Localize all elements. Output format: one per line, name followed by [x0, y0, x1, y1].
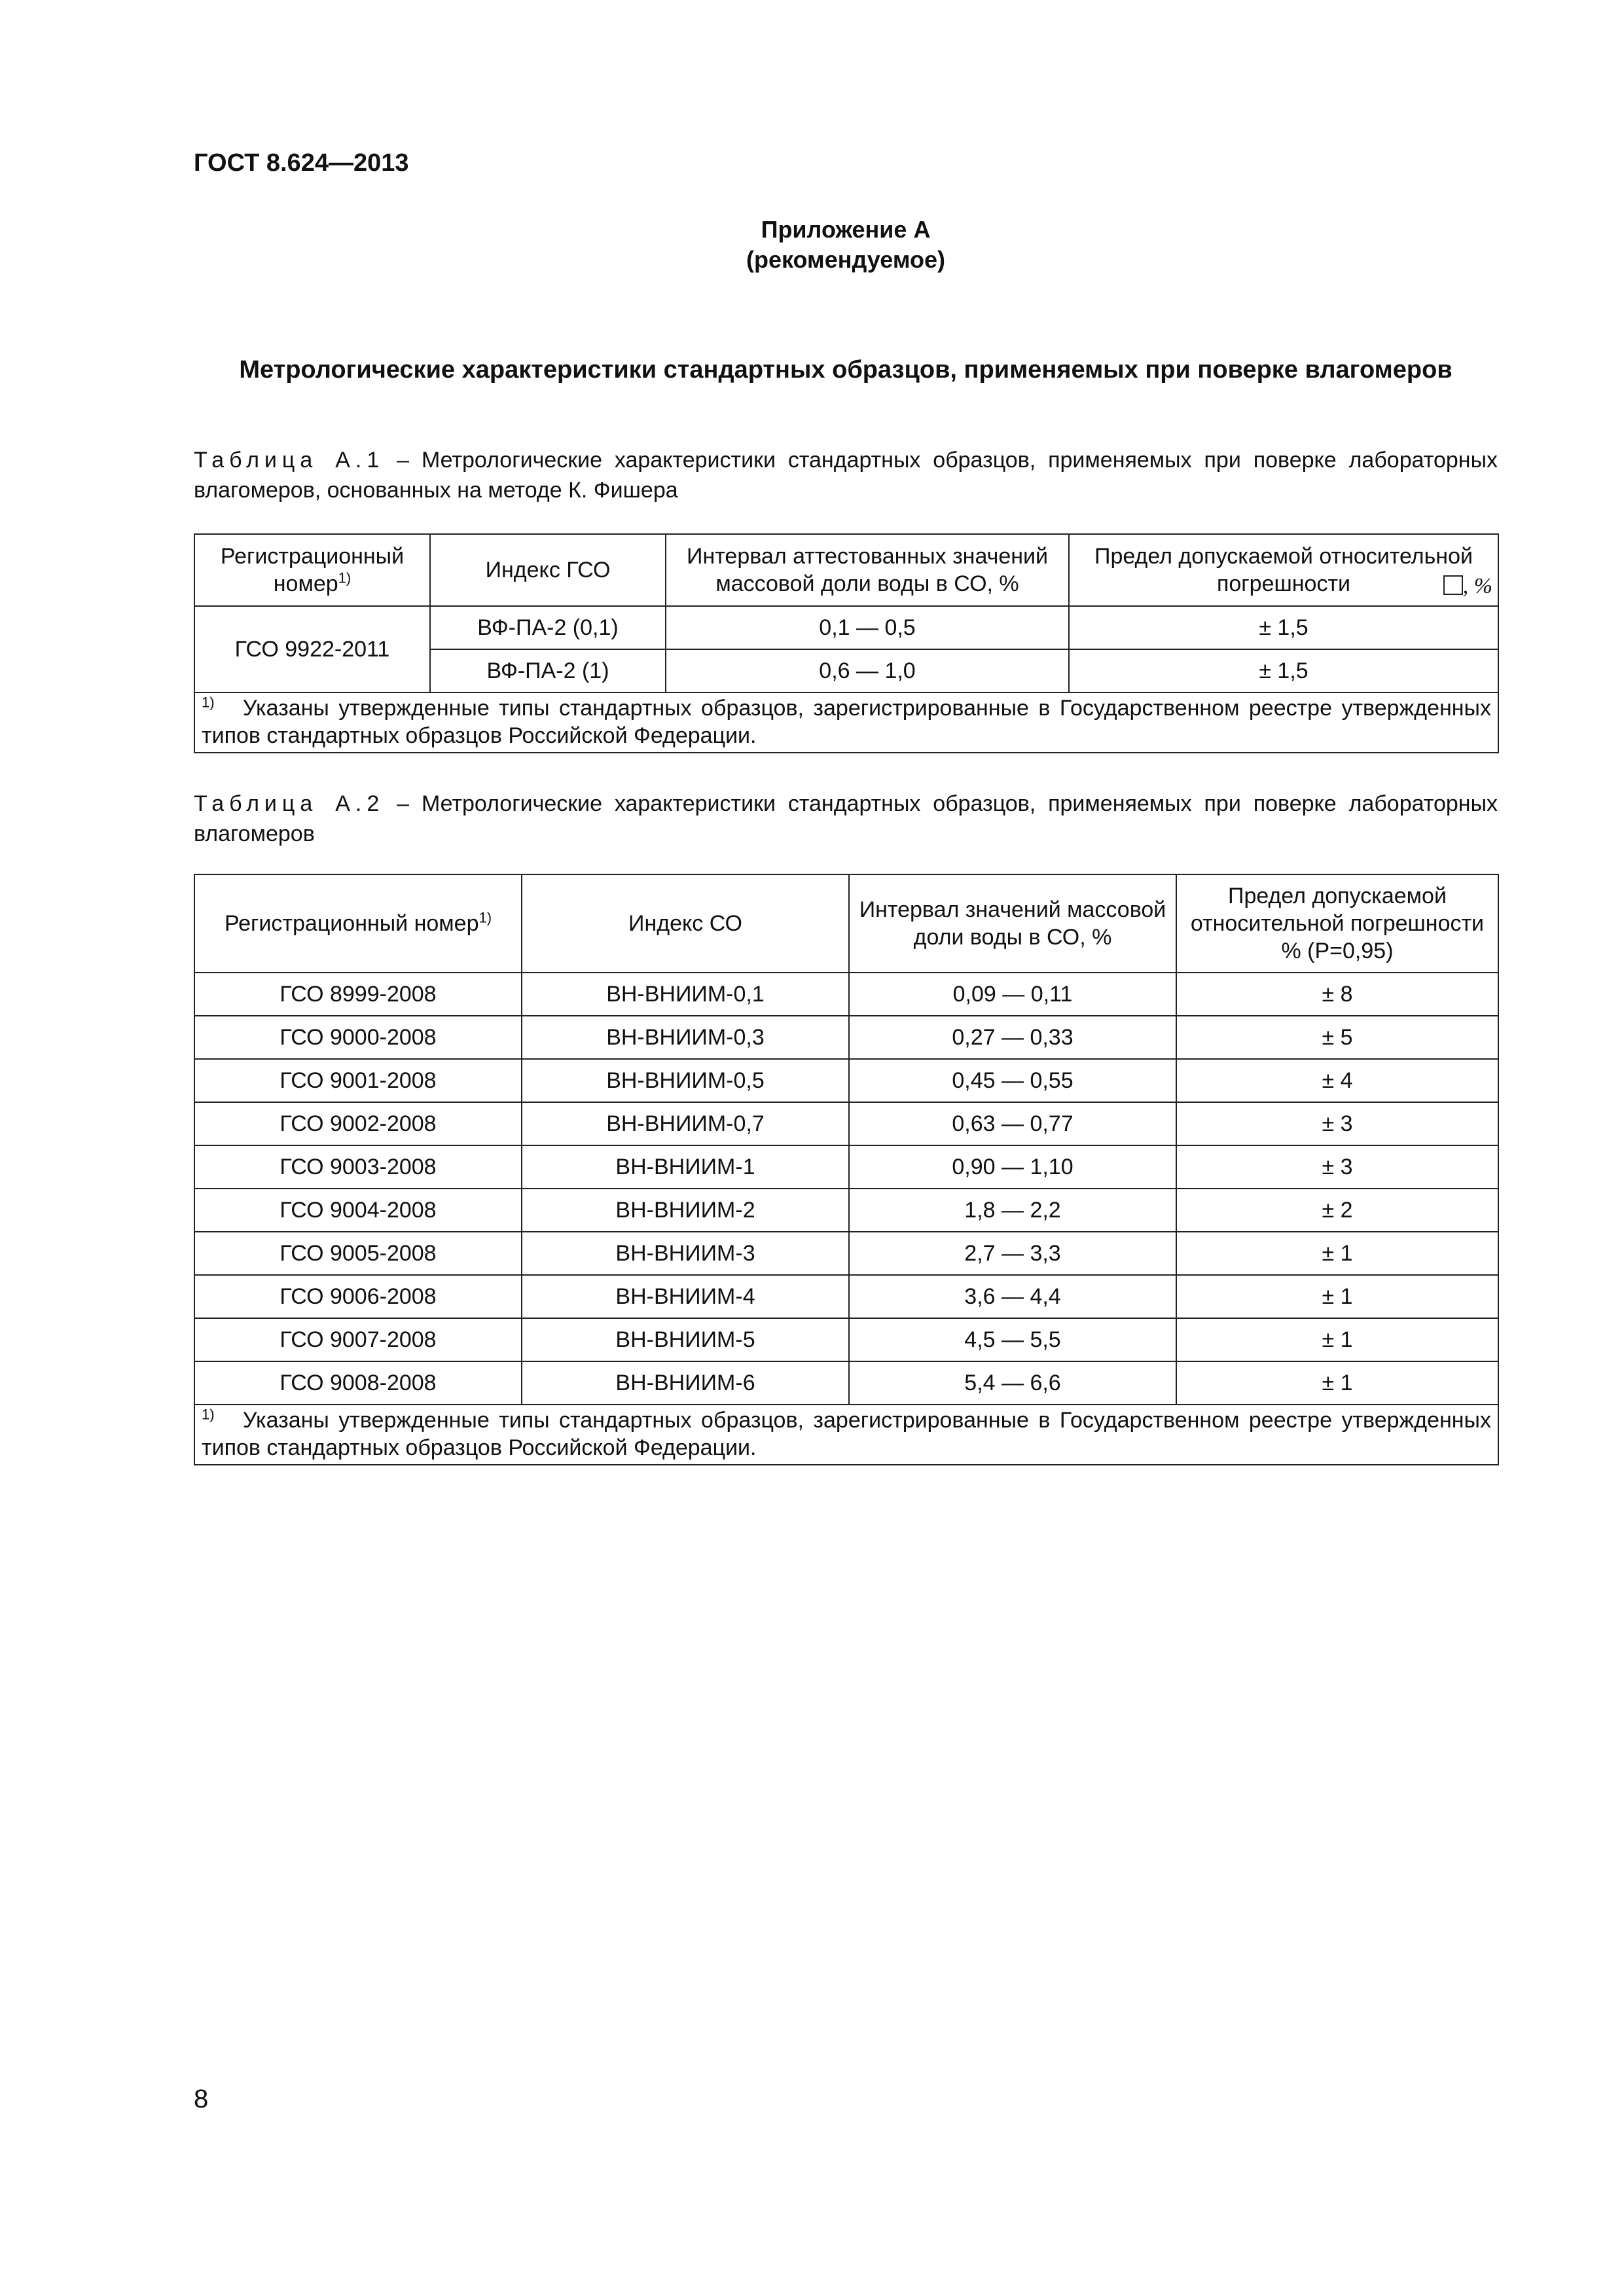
table1-header-limit: Предел допускаемой относительной погрешности , %: [1069, 534, 1498, 606]
table-row: [194, 1318, 1498, 1361]
table2-cell-index: ВН-ВНИИМ-4: [522, 1275, 849, 1318]
table2: [194, 874, 1499, 1465]
table-row: [194, 1275, 1498, 1318]
table2-footnote-row: [194, 1405, 1498, 1465]
table2-cell-index: ВН-ВНИИМ-0,1: [522, 973, 849, 1016]
table2-header-row: [194, 874, 1498, 973]
table2-cell-interval: 0,27 — 0,33: [849, 1016, 1176, 1059]
table2-cell-reg: ГСО 9002-2008: [194, 1102, 522, 1145]
table2-header-index: Индекс СО: [522, 874, 849, 973]
table2-header-reg: Регистрационный номер$^{1)}$: [194, 874, 522, 973]
table2-cell-interval: 2,7 — 3,3: [849, 1232, 1176, 1275]
table-row: [194, 1361, 1498, 1405]
table2-cell-interval: 0,90 — 1,10: [849, 1145, 1176, 1189]
table2-header-interval: Интервал значений массовой доли воды в СО, %: [849, 874, 1176, 973]
table2-cell-reg: ГСО 9007-2008: [194, 1318, 522, 1361]
table2-cell-limit: ± 3: [1176, 1102, 1498, 1145]
checkbox-symbol-icon: [1443, 575, 1463, 595]
page-number: 8: [194, 2085, 209, 2113]
table-row: [194, 1189, 1498, 1232]
table2-cell-reg: ГСО 9005-2008: [194, 1232, 522, 1275]
table2-cell-limit: ± 1: [1176, 1275, 1498, 1318]
table2-cell-index: ВН-ВНИИМ-1: [522, 1145, 849, 1189]
table2-label: Таблица А.2: [194, 791, 385, 816]
table2-cell-interval: 0,63 — 0,77: [849, 1102, 1176, 1145]
table1-cell-limit: ± 1,5: [1069, 606, 1498, 649]
table2-caption-text: – Метрологические характеристики стандартных образцов, применяемых при поверке лабораторных влагомеров: [194, 791, 1498, 846]
table2-cell-index: ВН-ВНИИМ-5: [522, 1318, 849, 1361]
table1-label: Таблица А.1: [194, 448, 385, 473]
table2-cell-reg: ГСО 9000-2008: [194, 1016, 522, 1059]
table2-cell-reg: ГСО 9006-2008: [194, 1275, 522, 1318]
appendix-heading: [194, 215, 1498, 275]
table2-cell-index: ВН-ВНИИМ-3: [522, 1232, 849, 1275]
table1: [194, 533, 1499, 753]
table2-cell-reg: ГСО 9004-2008: [194, 1189, 522, 1232]
table2-cell-index: ВН-ВНИИМ-0,5: [522, 1059, 849, 1102]
table1-cell-limit: ± 1,5: [1069, 649, 1498, 692]
table-row: [194, 973, 1498, 1016]
table1-header-interval: Интервал аттестованных значений массовой доли воды в СО, %: [666, 534, 1069, 606]
table1-cell-interval: 0,6 — 1,0: [666, 649, 1069, 692]
table1-cell-interval: 0,1 — 0,5: [666, 606, 1069, 649]
table2-cell-limit: ± 1: [1176, 1232, 1498, 1275]
table1-cell-index: ВФ-ПА-2 (1): [430, 649, 666, 692]
table2-cell-limit: ± 1: [1176, 1318, 1498, 1361]
table2-cell-reg: ГСО 9003-2008: [194, 1145, 522, 1189]
table1-header-row: [194, 534, 1498, 606]
table-row: [194, 1232, 1498, 1275]
table2-cell-reg: ГСО 9008-2008: [194, 1361, 522, 1405]
table-row: [194, 1102, 1498, 1145]
table2-cell-limit: ± 5: [1176, 1016, 1498, 1059]
table2-cell-limit: ± 8: [1176, 973, 1498, 1016]
table2-caption: [194, 789, 1498, 849]
table1-cell-index: ВФ-ПА-2 (0,1): [430, 606, 666, 649]
table1-caption-text: – Метрологические характеристики стандартных образцов, применяемых при поверке лабораторных влагомеров, основанных на методе К. Фишера: [194, 448, 1498, 503]
table-row: [194, 1059, 1498, 1102]
table2-cell-interval: 5,4 — 6,6: [849, 1361, 1176, 1405]
table2-cell-interval: 0,09 — 0,11: [849, 973, 1176, 1016]
table2-cell-index: ВН-ВНИИМ-0,3: [522, 1016, 849, 1059]
table1-header-index: Индекс ГСО: [430, 534, 666, 606]
table2-cell-reg: ГСО 9001-2008: [194, 1059, 522, 1102]
table2-cell-limit: ± 1: [1176, 1361, 1498, 1405]
table1-header-reg: Регистрационный номер$^{1)}$: [194, 534, 430, 606]
table2-cell-interval: 0,45 — 0,55: [849, 1059, 1176, 1102]
table2-cell-interval: 3,6 — 4,4: [849, 1275, 1176, 1318]
table-row: [194, 606, 1498, 649]
appendix-status: (рекомендуемое): [746, 246, 945, 273]
table1-caption: [194, 445, 1498, 505]
table-row: [194, 1145, 1498, 1189]
table1-footnote: $^{1)}$ Указаны утвержденные типы стандартных образцов, зарегистрированные в Государственном реестре утвержденных типов стандартных образцов Российской Федерации.: [194, 692, 1498, 753]
table2-footnote: $^{1)}$ Указаны утвержденные типы стандартных образцов, зарегистрированные в Государственном реестре утвержденных типов стандартных образцов Российской Федерации.: [194, 1405, 1498, 1465]
table2-header-limit: Предел допускаемой относительной погрешности % (Р=0,95): [1176, 874, 1498, 973]
table1-footnote-row: [194, 692, 1498, 753]
table-row: [194, 1016, 1498, 1059]
table2-cell-limit: ± 3: [1176, 1145, 1498, 1189]
table2-cell-limit: ± 2: [1176, 1189, 1498, 1232]
table2-cell-index: ВН-ВНИИМ-2: [522, 1189, 849, 1232]
table2-cell-index: ВН-ВНИИМ-6: [522, 1361, 849, 1405]
table2-cell-interval: 1,8 — 2,2: [849, 1189, 1176, 1232]
section-title: Метрологические характеристики стандартных образцов, применяемых при поверке влагомеров: [239, 356, 1453, 384]
document-id: ГОСТ 8.624—2013: [194, 149, 409, 177]
table2-cell-limit: ± 4: [1176, 1059, 1498, 1102]
appendix-label: Приложение А: [761, 216, 931, 243]
table2-cell-interval: 4,5 — 5,5: [849, 1318, 1176, 1361]
table2-cell-index: ВН-ВНИИМ-0,7: [522, 1102, 849, 1145]
table1-cell-reg: ГСО 9922-2011: [194, 606, 430, 692]
table2-body: [194, 973, 1498, 1405]
table2-cell-reg: ГСО 8999-2008: [194, 973, 522, 1016]
